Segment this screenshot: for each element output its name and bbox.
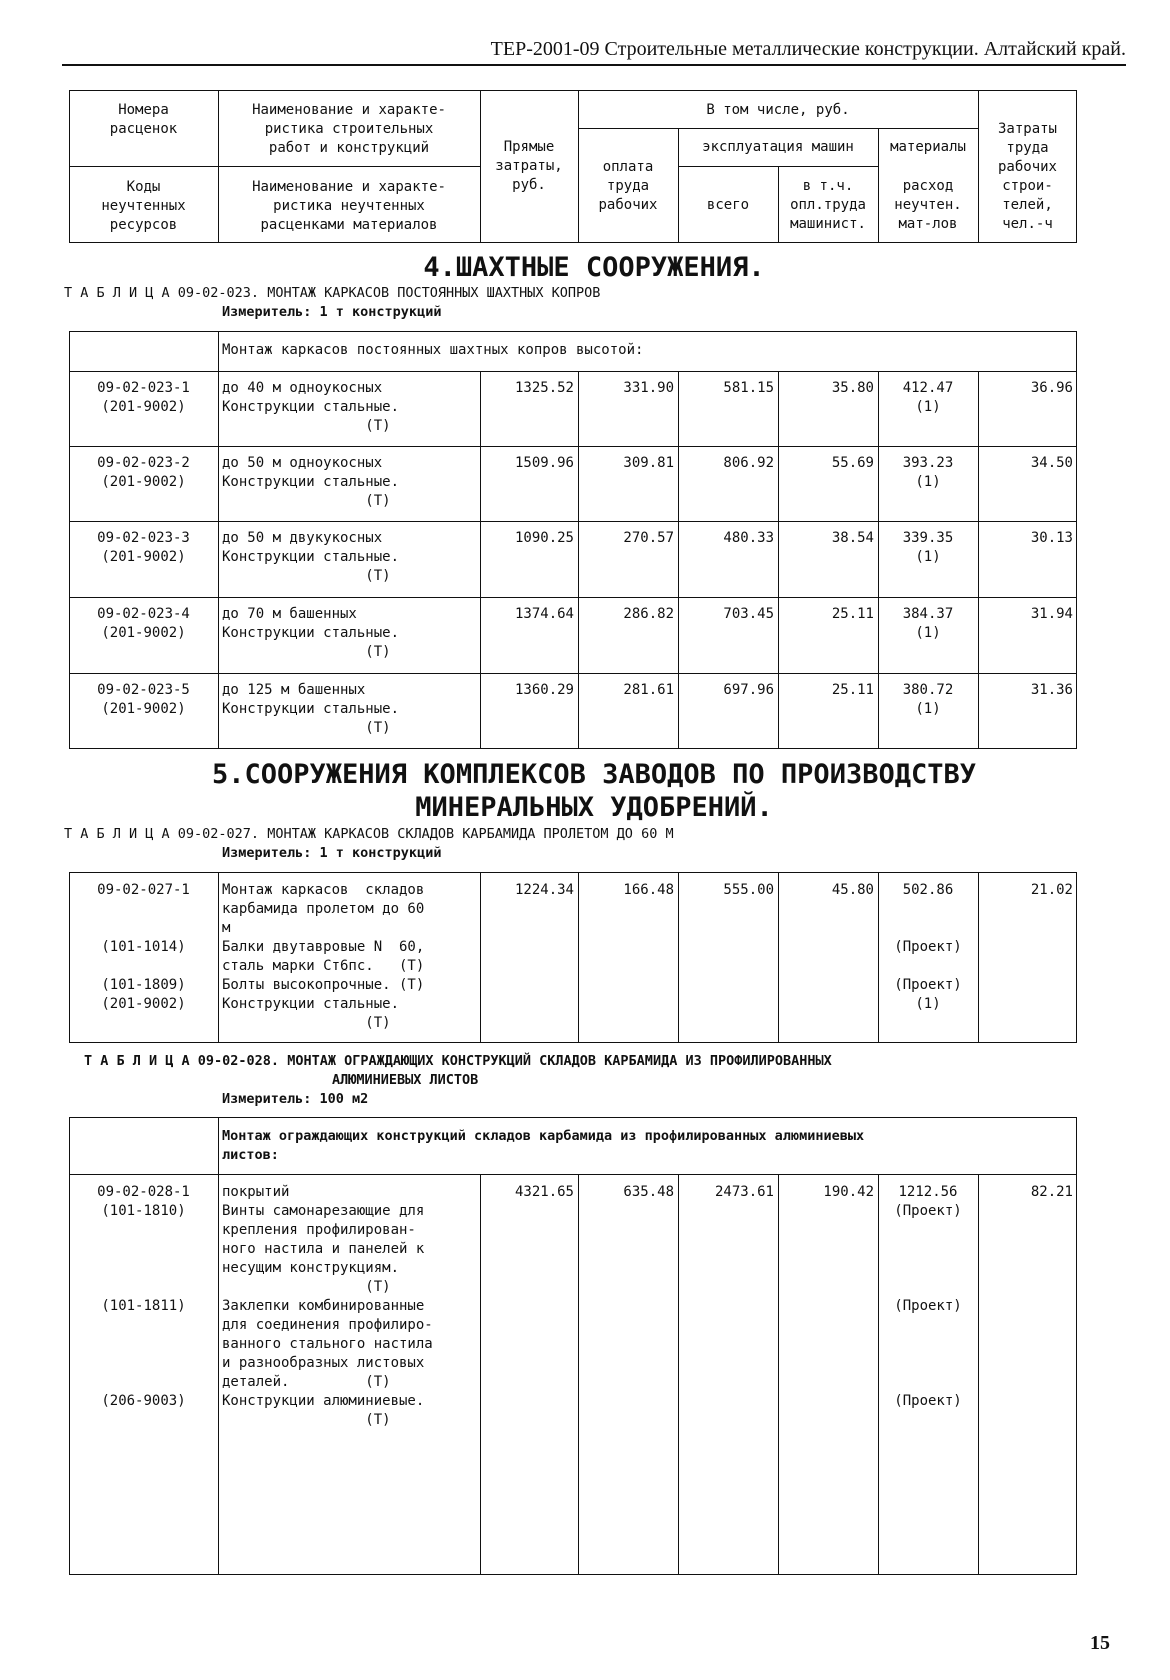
table-09-02-028-unit: Измеритель: 100 м2 (222, 1091, 369, 1107)
rate-code: 09-02-028-1 (101-1810) (101-1811) (206-9003) (97, 1184, 190, 1409)
materials: 339.35 (1) (902, 530, 954, 565)
materials: 384.37 (1) (902, 606, 954, 641)
direct-cost: 1509.96 (514, 455, 574, 471)
machinist-pay: 35.80 (831, 380, 874, 396)
direct-cost: 1325.52 (514, 380, 574, 396)
machines-total: 703.45 (723, 606, 774, 622)
labor-hours: 82.21 (1030, 1184, 1073, 1200)
col-codes-header: Номера расценок (109, 102, 178, 137)
col-resource-codes-header: Коды неучтенных ресурсов (101, 179, 186, 233)
labor-pay: 270.57 (623, 530, 674, 546)
col-labor-hours-header: Затраты труда рабочих строи- телей, чел.-ч (997, 121, 1057, 232)
table-09-02-027-unit: Измеритель: 1 т конструкций (222, 845, 442, 861)
direct-cost: 1360.29 (514, 682, 574, 698)
direct-cost: 1090.25 (514, 530, 574, 546)
section-5-title: 5.СООРУЖЕНИЯ КОМПЛЕКСОВ ЗАВОДОВ ПО ПРОИЗВОДСТВУ (211, 759, 976, 790)
col-material-use-header: расход неучтен. мат-лов (894, 178, 962, 232)
work-name: до 125 м башенных Конструкции стальные. (Т) (222, 682, 400, 736)
labor-hours: 34.50 (1030, 455, 1073, 471)
table-09-02-023-caption: Т А Б Л И Ц А 09-02-023. МОНТАЖ КАРКАСОВ ПОСТОЯННЫХ ШАХТНЫХ КОПРОВ (64, 285, 601, 301)
labor-pay: 309.81 (623, 455, 674, 471)
work-name: до 50 м двукукосных Конструкции стальные. (Т) (222, 530, 400, 584)
machinist-pay: 55.69 (831, 455, 874, 471)
labor-hours: 21.02 (1030, 882, 1073, 898)
table-09-02-028-group-label: Монтаж ограждающих конструкций складов карбамида из профилированных алюминиевых листов: (222, 1128, 865, 1163)
machines-total: 480.33 (723, 530, 774, 546)
table-09-02-023-unit: Измеритель: 1 т конструкций (222, 304, 442, 320)
rate-code: 09-02-023-3 (201-9002) (97, 530, 190, 565)
rate-code: 09-02-023-1 (201-9002) (97, 380, 190, 415)
machines-total: 555.00 (723, 882, 774, 898)
table-09-02-027-caption: Т А Б Л И Ц А 09-02-027. МОНТАЖ КАРКАСОВ СКЛАДОВ КАРБАМИДА ПРОЛЕТОМ ДО 60 М (64, 826, 674, 842)
machines-total: 2473.61 (714, 1184, 774, 1200)
col-machines-total-header: всего (706, 197, 750, 213)
direct-cost: 1374.64 (514, 606, 574, 622)
labor-hours: 30.13 (1030, 530, 1073, 546)
table-09-02-028-caption-line2: АЛЮМИНИЕВЫХ ЛИСТОВ (332, 1072, 479, 1088)
col-including-header: В том числе, руб. (706, 102, 850, 118)
materials: 393.23 (1) (902, 455, 954, 490)
col-labor-pay-header: оплата труда рабочих (598, 159, 658, 213)
work-name: покрытий Винты самонарезающие для крепления профилирован- ного настила и панелей к несущим конструкциям. (Т) Заклепки комбинированные для соединения профилиро- ванного стального настила и разнообразных листовых деталей. (Т) Конструкции алюминиевые. (Т) (222, 1184, 433, 1428)
materials: 502.86 (Проект) (Проект) (1) (894, 882, 962, 1012)
col-materials-header: материалы (890, 139, 966, 155)
materials: 380.72 (1) (902, 682, 954, 717)
labor-hours: 31.36 (1030, 682, 1073, 698)
col-machinist-pay-header: в т.ч. опл.труда машинист. (790, 178, 866, 232)
page-number: 15 (1090, 1632, 1110, 1654)
machines-total: 581.15 (723, 380, 774, 396)
direct-cost: 4321.65 (514, 1184, 574, 1200)
running-header: ТЕР-2001-09 Строительные металлические конструкции. Алтайский край. (490, 38, 1126, 60)
labor-hours: 31.94 (1030, 606, 1073, 622)
labor-pay: 166.48 (623, 882, 674, 898)
machinist-pay: 25.11 (831, 682, 874, 698)
col-direct-cost-header: Прямые затраты, руб. (495, 139, 563, 193)
rate-code: 09-02-023-5 (201-9002) (97, 682, 190, 717)
machinist-pay: 25.11 (831, 606, 874, 622)
machinist-pay: 38.54 (831, 530, 874, 546)
col-work-name-header: Наименование и характе- ристика строительных работ и конструкций (252, 102, 446, 156)
machinist-pay: 45.80 (831, 882, 874, 898)
labor-hours: 36.96 (1030, 380, 1073, 396)
work-name: до 70 м башенных Конструкции стальные. (Т) (222, 606, 400, 660)
work-name: до 40 м одноукосных Конструкции стальные. (Т) (222, 380, 400, 434)
table-09-02-023-group-label: Монтаж каркасов постоянных шахтных копров высотой: (222, 342, 644, 358)
section-5-title-line2: МИНЕРАЛЬНЫХ УДОБРЕНИЙ. (415, 792, 773, 823)
col-machines-header: эксплуатация машин (702, 139, 854, 155)
section-4-title: 4.ШАХТНЫЕ СООРУЖЕНИЯ. (423, 252, 765, 283)
rate-code: 09-02-023-2 (201-9002) (97, 455, 190, 490)
rate-code: 09-02-023-4 (201-9002) (97, 606, 190, 641)
labor-pay: 286.82 (623, 606, 674, 622)
header-rule (62, 64, 1126, 66)
machines-total: 697.96 (723, 682, 774, 698)
work-name: до 50 м одноукосных Конструкции стальные. (Т) (222, 455, 400, 509)
labor-pay: 281.61 (623, 682, 674, 698)
materials: 412.47 (1) (902, 380, 954, 415)
materials: 1212.56 (Проект) (Проект) (Проект) (894, 1184, 962, 1409)
work-name: Монтаж каркасов складов карбамида пролетом до 60 м Балки двутавровые N 60, сталь марки Ст6пс. (Т) Болты высокопрочные. (Т) Конструкции стальные. (Т) (222, 882, 425, 1031)
table-09-02-028-caption: Т А Б Л И Ц А 09-02-028. МОНТАЖ ОГРАЖДАЮЩИХ КОНСТРУКЦИЙ СКЛАДОВ КАРБАМИДА ИЗ ПРОФИЛИРОВАННЫХ (84, 1053, 832, 1069)
labor-pay: 635.48 (623, 1184, 674, 1200)
labor-pay: 331.90 (623, 380, 674, 396)
col-material-name-header: Наименование и характе- ристика неучтенных расценками материалов (252, 179, 446, 233)
machines-total: 806.92 (723, 455, 774, 471)
machinist-pay: 190.42 (823, 1184, 874, 1200)
rate-code: 09-02-027-1 (101-1014) (101-1809) (201-9002) (97, 882, 190, 1012)
direct-cost: 1224.34 (514, 882, 574, 898)
